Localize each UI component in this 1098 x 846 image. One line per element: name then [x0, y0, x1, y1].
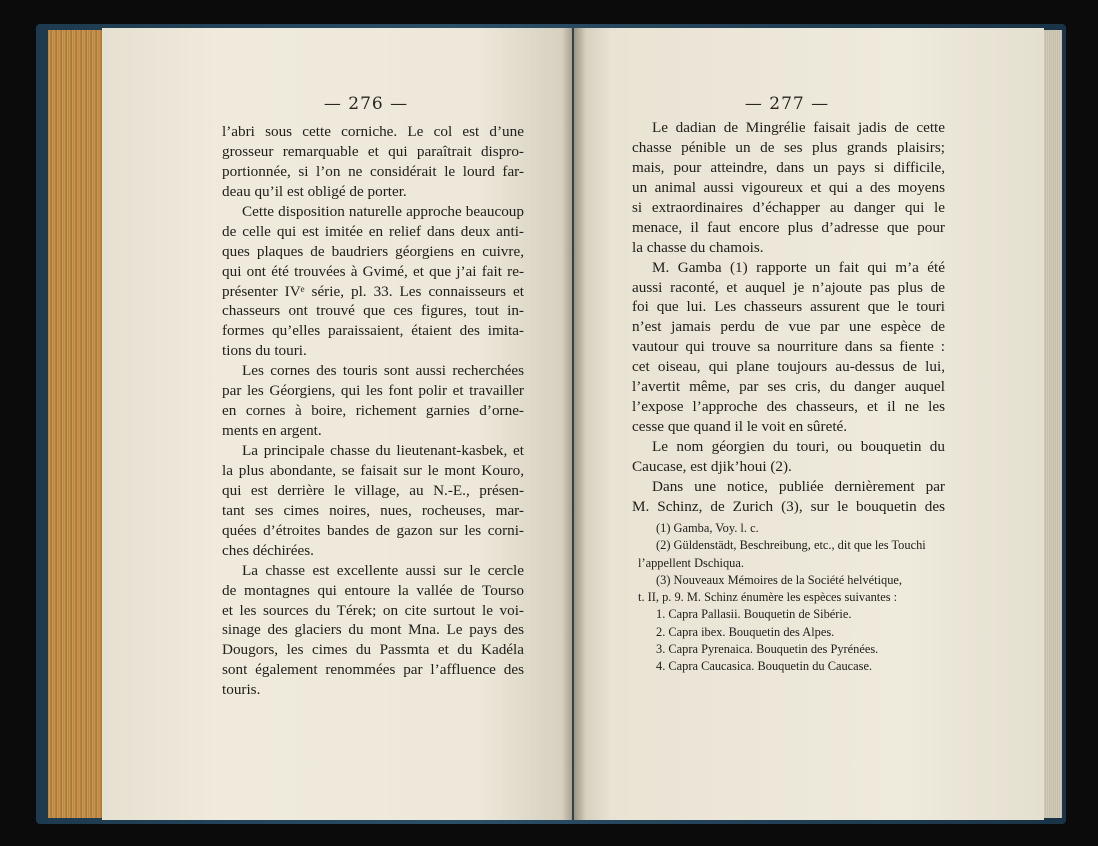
- text-line: M. Gamba (1) rapporte un fait qui m’a été: [652, 258, 945, 276]
- text-line: n’est jamais perdu de vue par une espèce de: [632, 318, 945, 336]
- footnote: 1. Capra Pallasii. Bouquetin de Sibérie.: [656, 607, 852, 622]
- text-line: M. Schinz, de Zurich (3), sur le bouquetin des: [632, 497, 945, 515]
- right-page-number: — 277 —: [744, 94, 830, 114]
- right-page-text: [632, 118, 945, 517]
- text-line: chasseurs ont trouvé que ces figures, tout in-: [222, 302, 524, 320]
- text-line: grosseur remarquable et qui paraîtrait dispro-: [222, 142, 524, 160]
- text-line: Le dadian de Mingrélie faisait jadis de cette: [652, 119, 945, 136]
- text-line: si extraordinaires d’échapper au danger qui le: [632, 198, 945, 216]
- text-line: l’abri sous cette corniche. Le col est d’une: [222, 123, 524, 140]
- text-line: l’avertit même, par ses cris, du danger auquel: [632, 378, 945, 396]
- text-line: en cornes à boire, richement garnies d’orne-: [222, 402, 524, 420]
- text-line: un animal aussi vigoureux et qui a des moyens: [632, 178, 945, 196]
- text-line: de montagnes qui entoure la vallée de Tourso: [222, 581, 524, 599]
- text-line: la chasse du chamois.: [632, 238, 764, 256]
- text-line: quées d’étroites bandes de gazon sur les corni-: [222, 521, 524, 539]
- text-line: Les cornes des touris sont aussi recherchées: [242, 362, 524, 380]
- text-line: Cette disposition naturelle approche beaucoup: [242, 202, 524, 220]
- text-line: mais, pour atteindre, dans un pays si difficile,: [632, 158, 945, 176]
- text-line: deau qu’il est obligé de porter.: [222, 182, 407, 200]
- text-line: ments en argent.: [222, 422, 322, 440]
- text-line: présenter IVᵉ série, pl. 33. Les connaisseurs et: [222, 282, 524, 300]
- text-line: tant ses cimes noires, nues, rocheuses, mar-: [222, 501, 524, 519]
- text-line: la plus abondante, se faisait sur le mont Kouro,: [222, 461, 524, 479]
- text-line: foi que lui. Les chasseurs assurent que le touri: [632, 298, 945, 316]
- footnote: t. II, p. 9. M. Schinz énumère les espèces suivantes :: [638, 590, 898, 605]
- book-gutter: [562, 28, 586, 820]
- text-line: menace, il faut encore plus d’adresse que pour: [632, 218, 945, 236]
- text-line: La chasse est excellente aussi sur le cercle: [242, 561, 524, 579]
- text-line: de celle qui est imitée en relief dans deux anti-: [222, 222, 524, 240]
- text-line: chasse pénible un de ses plus grands plaisirs;: [632, 138, 945, 156]
- text-line: par les Géorgiens, qui les font polir et travailler: [222, 382, 524, 400]
- text-line: vautour qui trouve sa nourriture dans sa fiente :: [632, 338, 945, 356]
- text-line: Le nom géorgien du touri, ou bouquetin du: [652, 438, 945, 455]
- text-line: ches déchirées.: [222, 541, 314, 559]
- text-line: l’expose l’approche des chasseurs, et il ne les: [632, 398, 945, 416]
- footnote: 2. Capra ibex. Bouquetin des Alpes.: [656, 624, 835, 639]
- text-line: sont également renommées par l’affluence des: [222, 661, 524, 679]
- footnote: 3. Capra Pyrenaica. Bouquetin des Pyrénées.: [656, 642, 879, 657]
- page-edges-left: [48, 30, 104, 818]
- footnotes: [638, 520, 944, 676]
- text-line: sinage des glaciers du mont Mna. Le pays des: [222, 621, 524, 639]
- left-page-number: — 276 —: [323, 94, 409, 114]
- text-line: Dougors, les cimes du Passmta et du Kadéla: [222, 641, 524, 659]
- text-line: Dans une notice, publiée dernièrement par: [652, 477, 945, 495]
- text-line: et les sources du Térek; on cite surtout le voi-: [222, 601, 524, 619]
- text-line: cet oiseau, qui plane toujours au-dessus de lui,: [632, 358, 945, 376]
- text-line: ques plaques de baudriers géorgiens en cuivre,: [222, 242, 524, 260]
- footnote: (1) Gamba, Voy. l. c.: [656, 521, 759, 535]
- footnote: l’appellent Dschiqua.: [638, 555, 744, 570]
- text-line: formes qu’elles paraissaient, étaient des imita-: [222, 322, 524, 340]
- text-line: touris.: [222, 681, 261, 699]
- text-line: qui ont été trouvées à Gvimé, et que j’ai fait re-: [222, 262, 524, 280]
- footnote: (3) Nouveaux Mémoires de la Société helvétique,: [656, 572, 903, 587]
- text-line: cesse que quand il le voit en sûreté.: [632, 418, 848, 436]
- text-line: portionnée, si l’on ne considérait le lourd far-: [222, 162, 524, 180]
- text-line: tions du touri.: [222, 342, 307, 360]
- footnote: (2) Güldenstädt, Beschreibung, etc., dit que les Touchi: [656, 538, 926, 553]
- text-line: La principale chasse du lieutenant-kasbek, et: [242, 442, 524, 459]
- text-line: Caucase, est djik’houi (2).: [632, 457, 792, 475]
- footnote: 4. Capra Caucasica. Bouquetin du Caucase.: [656, 659, 873, 674]
- text-line: qui est derrière le village, au N.-E., présen-: [222, 481, 524, 499]
- left-page-text: [222, 122, 524, 700]
- text-line: aussi raconté, et auquel je n’ajoute pas plus de: [632, 278, 945, 296]
